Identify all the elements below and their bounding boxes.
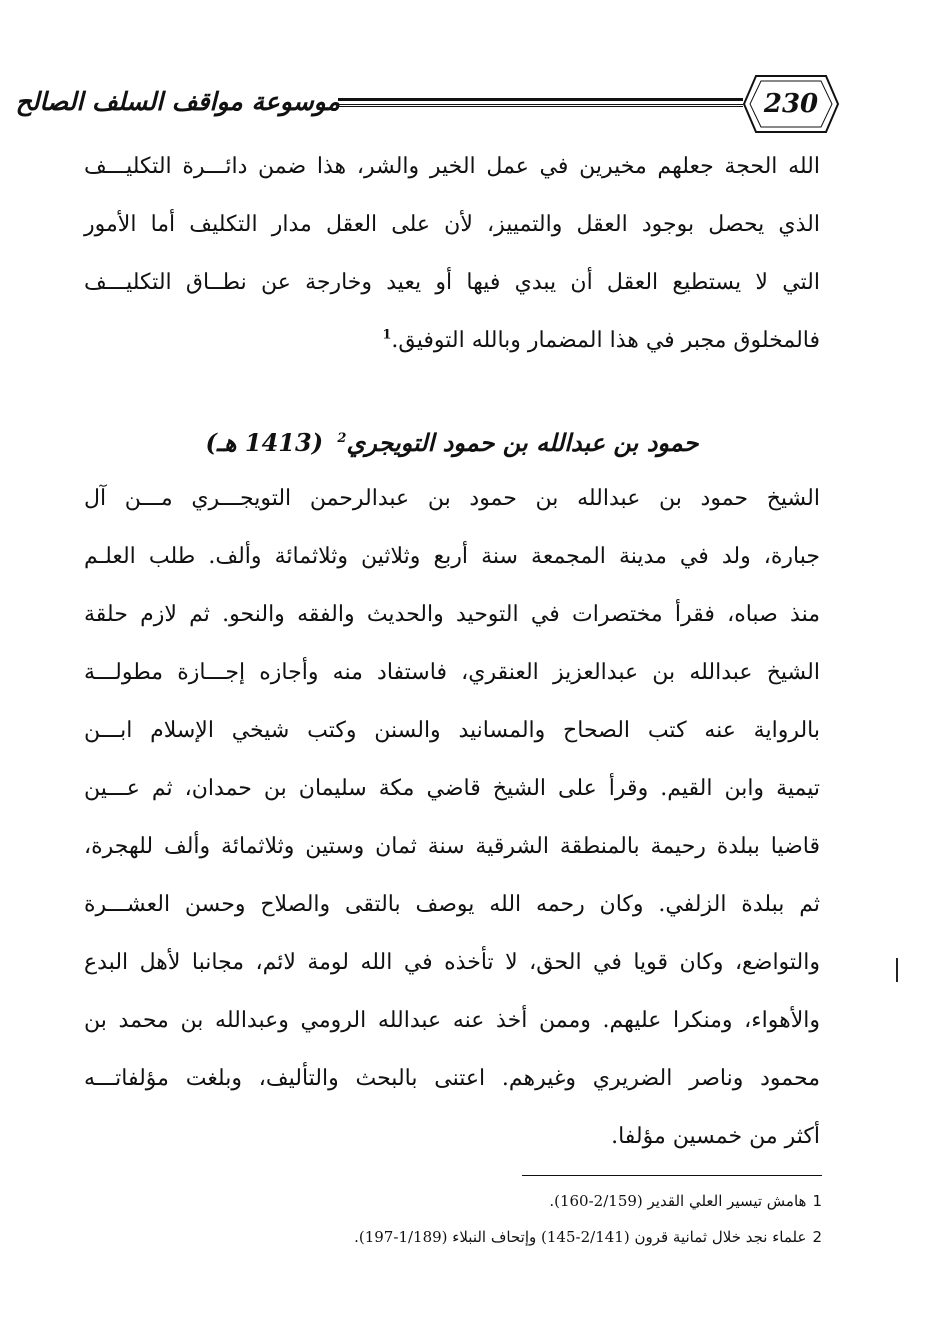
bio-line: جبارة، ولد في مدينة المجمعة سنة أربع وثلاثين وثلاثمائة وألف. طلب العلـم <box>84 544 820 569</box>
footnote-text: هامش تيسير العلي القدير (2/159-160). <box>549 1192 807 1210</box>
footnote-divider <box>522 1175 822 1176</box>
margin-mark <box>896 958 898 982</box>
bio-line: قاضيا ببلدة رحيمة بالمنطقة الشرقية سنة ثمان وستين وثلاثمائة وألف للهجرة، <box>84 834 820 859</box>
death-year: (1413 هـ) <box>205 428 324 457</box>
footnote-2 <box>84 1219 822 1255</box>
bio-line: محمود وناصر الضريري وغيرهم. اعتنى بالبحث والتأليف، وبلغت مؤلفاتـــه <box>84 1066 820 1091</box>
footnote-ref-2[interactable]: 2 <box>337 431 347 446</box>
page-number: 230 <box>763 89 819 119</box>
bio-line: والتواضع، وكان قويا في الحق، لا تأخذه في الله لومة لائم، مجانبا لأهل البدع <box>84 950 820 975</box>
footnote-1 <box>84 1183 822 1219</box>
intro-line-text: فالمخلوق مجبر في هذا المضمار وبالله التوفيق. <box>391 328 820 353</box>
series-title: موسوعة مواقف السلف الصالح <box>15 87 340 116</box>
bio-line: بالرواية عنه كتب الصحاح والمسانيد والسنن وكتب شيخي الإسلام ابـــن <box>84 718 820 743</box>
footnote-text: علماء نجد خلال ثمانية قرون (2/141-145) وإتحاف النبلاء (1/189-197). <box>354 1228 807 1246</box>
bio-line: منذ صباه، فقرأ مختصرات في التوحيد والحديث والفقه والنحو. ثم لازم حلقة <box>84 602 820 627</box>
biography-heading <box>84 418 820 468</box>
bio-line: تيمية وابن القيم. وقرأ على الشيخ قاضي مكة سليمان بن حمدان، ثم عـــين <box>84 776 820 801</box>
intro-line: الله الحجة جعلهم مخيرين في عمل الخير والشر، هذا ضمن دائـــرة التكليـــف <box>84 154 820 179</box>
header-rule <box>338 98 743 107</box>
intro-line: التي لا يستطيع العقل أن يبدي فيها أو يعيد وخارجة عن نطــاق التكليـــف <box>84 270 820 295</box>
page-number-badge <box>742 72 840 136</box>
page-header <box>15 72 840 136</box>
bio-line: والأهواء، ومنكرا عليهم. وممن أخذ عنه عبدالله الرومي وعبدالله بن محمد بن <box>84 1008 820 1033</box>
bio-line: ثم ببلدة الزلفي. وكان رحمه الله يوصف بالتقى والصلاح وحسن العشـــرة <box>84 892 821 917</box>
scholar-name: حمود بن عبدالله بن حمود التويجري <box>346 428 699 457</box>
bio-line: الشيخ حمود بن عبدالله بن حمود بن عبدالرحمن التويجـــري مـــن آل <box>84 486 820 511</box>
intro-line-last <box>84 312 820 370</box>
biography-paragraph <box>84 470 820 1166</box>
intro-paragraph <box>84 138 820 370</box>
footnotes <box>84 1183 822 1255</box>
footnote-number: 2 <box>812 1228 822 1246</box>
bio-line: أكثر من خمسين مؤلفا. <box>611 1124 820 1149</box>
intro-line: الذي يحصل بوجود العقل والتمييز، لأن على العقل مدار التكليف أما الأمور <box>84 212 820 237</box>
bio-line: الشيخ عبدالله بن عبدالعزيز العنقري، فاستفاد منه وأجازه إجـــازة مطولـــة <box>84 660 820 685</box>
footnote-number: 1 <box>812 1192 822 1210</box>
footnote-ref-1[interactable]: 1 <box>382 327 392 343</box>
